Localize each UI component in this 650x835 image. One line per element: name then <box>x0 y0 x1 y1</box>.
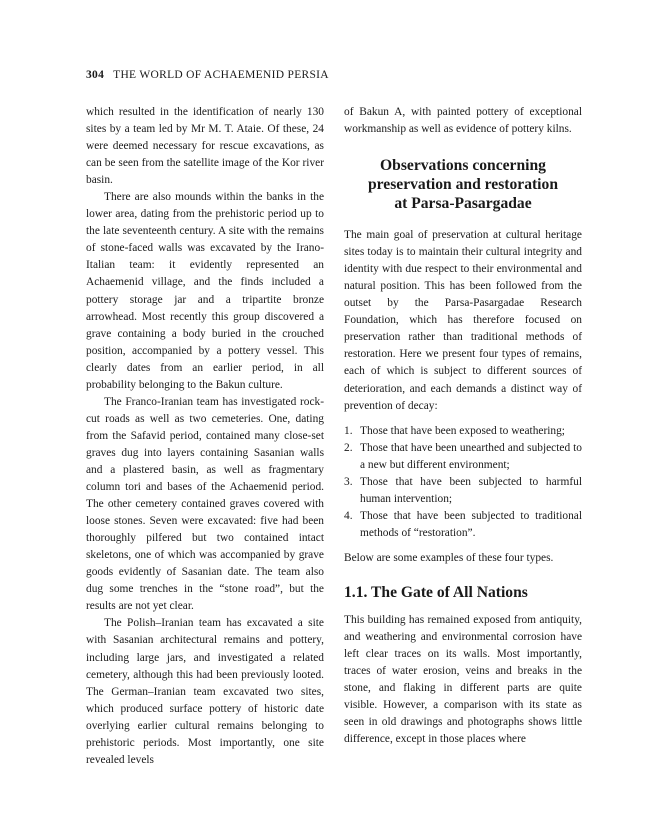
left-column <box>86 104 324 769</box>
section-heading-line: at Parsa-Pasargadae <box>394 195 532 213</box>
running-title: THE WORLD OF ACHAEMENID PERSIA <box>113 69 329 81</box>
paragraph: The main goal of preservation at cultural heritage sites today is to maintain their cultural integrity and identity with due respect to their environmental and natural position. This has been followed from the outset by the Parsa-Pasargadae Research Foundation, which has therefore focused on preservation rather than traditional methods of restoration. Here we present four types of remains, each of which is subject to different sources of deterioration, and each demands a distinct way of prevention of decay: <box>344 229 582 412</box>
paragraph: Below are some examples of these four types. <box>344 551 554 564</box>
list-number: 3. <box>344 475 353 488</box>
list-text: Those that have been unearthed and subjected to a new but different environment; <box>360 441 582 471</box>
right-column <box>344 104 582 748</box>
list-item <box>344 508 582 542</box>
section-heading-line: preservation and restoration <box>367 176 558 194</box>
running-header <box>86 69 329 81</box>
list-number: 1. <box>344 424 353 437</box>
list-text: Those that have been exposed to weathering; <box>360 424 565 437</box>
list-item <box>344 474 582 508</box>
section-heading-line: Observations concerning <box>380 157 546 175</box>
list-item <box>344 440 582 474</box>
list-text: Those that have been subjected to harmful human intervention; <box>360 475 582 505</box>
paragraph: of Bakun A, with painted pottery of exceptional workmanship as well as evidence of pottery kilns. <box>344 106 582 136</box>
list-number: 2. <box>344 441 353 454</box>
list-item <box>344 423 582 440</box>
types-list <box>344 423 582 542</box>
paragraph: The Polish–Iranian team has excavated a site with Sasanian architectural remains and pottery, including large jars, and investigated a related cemetery, although this had been previously looted. The German–Iranian team excavated two sites, which produced surface pottery of historic date overlying earlier cultural remains belonging to prehistoric periods. Most importantly, one site revealed levels <box>86 617 324 766</box>
paragraph: This building has remained exposed from antiquity, and weathering and environmental corrosion have left clear traces on its walls. Most importantly, traces of water erosion, veins and breaks in the stone, and flaking in different parts are quite visible. However, a comparison with its state as seen in old drawings and photographs shows little difference, except in those places where <box>344 613 582 746</box>
paragraph: The Franco-Iranian team has investigated rock-cut roads as well as two cemeteries. One, dating from the Safavid period, contained many close-set graves dug into layers containing Sasanian walls and a plastered basin, as well as fragmentary column tori and bases of the Achaemenid period. The other cemetery contained graves covered with loose stones. Seven were excavated: five had been thoroughly pilfered but two contained intact skeletons, one of which was accompanied by grave goods evidently of Sasanian date. The team also dug some trenches in the “stone road”, but the results are not yet clear. <box>86 395 324 613</box>
list-number: 4. <box>344 509 353 522</box>
section-heading <box>344 156 582 213</box>
page-number: 304 <box>86 69 105 81</box>
subsection-heading: 1.1. The Gate of All Nations <box>344 583 528 601</box>
paragraph: which resulted in the identification of nearly 130 sites by a team led by Mr M. T. Ataie. Of these, 24 were deemed necessary for rescue excavations, as can be seen from the satellite image of the Kor river basin. <box>86 106 324 187</box>
list-text: Those that have been subjected to traditional methods of “restoration”. <box>360 509 582 539</box>
paragraph: There are also mounds within the banks in the lower area, dating from the prehistoric period up to the late seventeenth century. A site with the remains of stone-faced walls was excavated by the Irano-Italian team: it evidently represented an Achaemenid village, and the finds included a pottery storage jar and a tripartite bronze arrowhead. Most recently this group discovered a grave containing a body buried in the crouched position, accompanied by a pottery vessel. This clearly dates from an earlier period, in all probability belonging to the Bakun culture. <box>86 191 324 391</box>
